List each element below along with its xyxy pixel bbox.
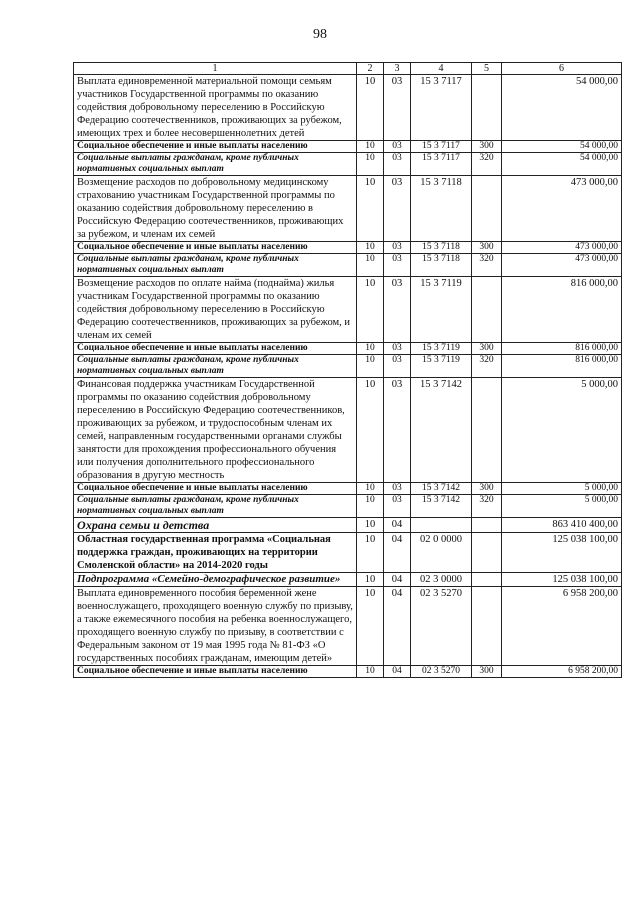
expense-type-cell: 300 — [472, 666, 502, 678]
expense-type-cell — [472, 176, 502, 242]
expense-name-cell: Охрана семьи и детства — [74, 518, 357, 533]
amount-cell: 473 000,00 — [502, 176, 622, 242]
expense-type-cell — [472, 277, 502, 343]
table-row — [74, 355, 622, 378]
subsection-code-cell: 03 — [384, 153, 411, 176]
amount-cell: 125 038 100,00 — [502, 573, 622, 587]
target-article-cell: 15 3 7118 — [411, 254, 472, 277]
expense-name-cell: Социальное обеспечение и иные выплаты населению — [74, 141, 357, 153]
section-code-cell: 10 — [357, 75, 384, 141]
expense-type-cell: 300 — [472, 141, 502, 153]
table-row — [74, 378, 622, 483]
subsection-code-cell: 04 — [384, 518, 411, 533]
expense-name-cell: Возмещение расходов по добровольному медицинскому страхованию участникам Государственной программы по оказанию содействия добровольному переселению в Российскую Федерацию соотечественников, проживающих за рубежом, и членам их семей — [74, 176, 357, 242]
section-code-cell: 10 — [357, 242, 384, 254]
page-number: 98 — [313, 27, 327, 42]
section-code-cell: 10 — [357, 666, 384, 678]
target-article-cell: 02 3 0000 — [411, 573, 472, 587]
target-article-cell: 15 3 7142 — [411, 483, 472, 495]
expense-type-cell: 300 — [472, 242, 502, 254]
budget-table — [73, 62, 622, 678]
expense-type-cell: 320 — [472, 355, 502, 378]
table-row — [74, 495, 622, 518]
target-article-cell: 15 3 7119 — [411, 343, 472, 355]
subsection-code-cell: 03 — [384, 495, 411, 518]
section-code-cell: 10 — [357, 587, 384, 666]
expense-type-cell — [472, 518, 502, 533]
amount-cell: 125 038 100,00 — [502, 533, 622, 573]
amount-cell: 473 000,00 — [502, 242, 622, 254]
target-article-cell: 15 3 7142 — [411, 495, 472, 518]
amount-cell: 5 000,00 — [502, 495, 622, 518]
header-row — [74, 63, 622, 75]
section-code-cell: 10 — [357, 355, 384, 378]
section-code-cell: 10 — [357, 483, 384, 495]
amount-cell: 473 000,00 — [502, 254, 622, 277]
expense-name-cell: Областная государственная программа «Социальная поддержка граждан, проживающих на территории Смоленской области» на 2014-2020 годы — [74, 533, 357, 573]
table-row — [74, 141, 622, 153]
expense-type-cell — [472, 573, 502, 587]
column-header: 3 — [384, 63, 411, 75]
target-article-cell: 15 3 7119 — [411, 355, 472, 378]
target-article-cell: 02 3 5270 — [411, 666, 472, 678]
amount-cell: 54 000,00 — [502, 75, 622, 141]
table-row — [74, 277, 622, 343]
expense-name-cell: Социальные выплаты гражданам, кроме публичных нормативных социальных выплат — [74, 355, 357, 378]
expense-type-cell: 320 — [472, 254, 502, 277]
subsection-code-cell: 04 — [384, 587, 411, 666]
expense-name-cell: Социальные выплаты гражданам, кроме публичных нормативных социальных выплат — [74, 495, 357, 518]
table-row — [74, 666, 622, 678]
section-code-cell: 10 — [357, 533, 384, 573]
expense-name-cell: Выплата единовременного пособия беременной жене военнослужащего, проходящего военную службу по призыву, а также ежемесячного пособия на ребенка военнослужащего, проходящего военную службу по призыву, в соответствии с Федеральным законом от 19 мая 1995 года № 81-ФЗ «О государственных пособиях гражданам, имеющим детей» — [74, 587, 357, 666]
amount-cell: 5 000,00 — [502, 483, 622, 495]
column-header: 5 — [472, 63, 502, 75]
table-row — [74, 587, 622, 666]
expense-name-cell: Подпрограмма «Семейно-демографическое развитие» — [74, 573, 357, 587]
subsection-code-cell: 03 — [384, 141, 411, 153]
amount-cell: 54 000,00 — [502, 153, 622, 176]
section-code-cell: 10 — [357, 518, 384, 533]
amount-cell: 6 958 200,00 — [502, 666, 622, 678]
expense-type-cell: 300 — [472, 343, 502, 355]
expense-type-cell: 320 — [472, 153, 502, 176]
table-row — [74, 483, 622, 495]
expense-type-cell — [472, 533, 502, 573]
section-code-cell: 10 — [357, 176, 384, 242]
amount-cell: 816 000,00 — [502, 355, 622, 378]
column-header: 2 — [357, 63, 384, 75]
column-header: 4 — [411, 63, 472, 75]
subsection-code-cell: 03 — [384, 277, 411, 343]
expense-name-cell: Возмещение расходов по оплате найма (поднайма) жилья участникам Государственной программы по оказанию содействия добровольному переселению в Российскую Федерацию соотечественников, проживающих за рубежом, и членам их семей — [74, 277, 357, 343]
subsection-code-cell: 04 — [384, 533, 411, 573]
amount-cell: 5 000,00 — [502, 378, 622, 483]
expense-type-cell: 320 — [472, 495, 502, 518]
table-row — [74, 242, 622, 254]
section-code-cell: 10 — [357, 141, 384, 153]
amount-cell: 54 000,00 — [502, 141, 622, 153]
subsection-code-cell: 04 — [384, 666, 411, 678]
expense-type-cell: 300 — [472, 483, 502, 495]
table-row — [74, 153, 622, 176]
target-article-cell: 02 0 0000 — [411, 533, 472, 573]
section-code-cell: 10 — [357, 153, 384, 176]
expense-type-cell — [472, 587, 502, 666]
table-row — [74, 573, 622, 587]
target-article-cell: 15 3 7119 — [411, 277, 472, 343]
column-header: 1 — [74, 63, 357, 75]
target-article-cell: 15 3 7117 — [411, 153, 472, 176]
target-article-cell: 15 3 7117 — [411, 75, 472, 141]
expense-name-cell: Социальные выплаты гражданам, кроме публичных нормативных социальных выплат — [74, 254, 357, 277]
expense-name-cell: Социальное обеспечение и иные выплаты населению — [74, 483, 357, 495]
table-row — [74, 176, 622, 242]
expense-type-cell — [472, 378, 502, 483]
section-code-cell: 10 — [357, 254, 384, 277]
table-row — [74, 518, 622, 533]
expense-name-cell: Социальное обеспечение и иные выплаты населению — [74, 242, 357, 254]
subsection-code-cell: 03 — [384, 483, 411, 495]
expense-name-cell: Выплата единовременной материальной помощи семьям участников Государственной программы по оказанию содействия добровольному переселению в Российскую Федерацию соотечественников, проживающих за рубежом, имеющих трех и более несовершеннолетних детей — [74, 75, 357, 141]
section-code-cell: 10 — [357, 573, 384, 587]
subsection-code-cell: 03 — [384, 75, 411, 141]
section-code-cell: 10 — [357, 343, 384, 355]
table-row — [74, 533, 622, 573]
subsection-code-cell: 03 — [384, 254, 411, 277]
column-header: 6 — [502, 63, 622, 75]
subsection-code-cell: 04 — [384, 573, 411, 587]
amount-cell: 6 958 200,00 — [502, 587, 622, 666]
subsection-code-cell: 03 — [384, 355, 411, 378]
amount-cell: 816 000,00 — [502, 343, 622, 355]
section-code-cell: 10 — [357, 495, 384, 518]
amount-cell: 816 000,00 — [502, 277, 622, 343]
target-article-cell — [411, 518, 472, 533]
target-article-cell: 15 3 7118 — [411, 176, 472, 242]
table-row — [74, 343, 622, 355]
subsection-code-cell: 03 — [384, 343, 411, 355]
subsection-code-cell: 03 — [384, 176, 411, 242]
table-row — [74, 254, 622, 277]
section-code-cell: 10 — [357, 378, 384, 483]
amount-cell: 863 410 400,00 — [502, 518, 622, 533]
section-code-cell: 10 — [357, 277, 384, 343]
subsection-code-cell: 03 — [384, 242, 411, 254]
expense-name-cell: Финансовая поддержка участникам Государственной программы по оказанию содействия добровольному переселению в Российскую Федерацию соотечественников, проживающих за рубежом, и трудоспособным членам их семей, направленным государственными органами службы занятости для прохождения профессионального обучения или получения дополнительного профессионального образования в другую местность — [74, 378, 357, 483]
expense-type-cell — [472, 75, 502, 141]
subsection-code-cell: 03 — [384, 378, 411, 483]
expense-name-cell: Социальное обеспечение и иные выплаты населению — [74, 666, 357, 678]
expense-name-cell: Социальные выплаты гражданам, кроме публичных нормативных социальных выплат — [74, 153, 357, 176]
expense-name-cell: Социальное обеспечение и иные выплаты населению — [74, 343, 357, 355]
target-article-cell: 15 3 7118 — [411, 242, 472, 254]
target-article-cell: 15 3 7142 — [411, 378, 472, 483]
target-article-cell: 15 3 7117 — [411, 141, 472, 153]
table-row — [74, 75, 622, 141]
target-article-cell: 02 3 5270 — [411, 587, 472, 666]
table-body — [74, 75, 622, 678]
